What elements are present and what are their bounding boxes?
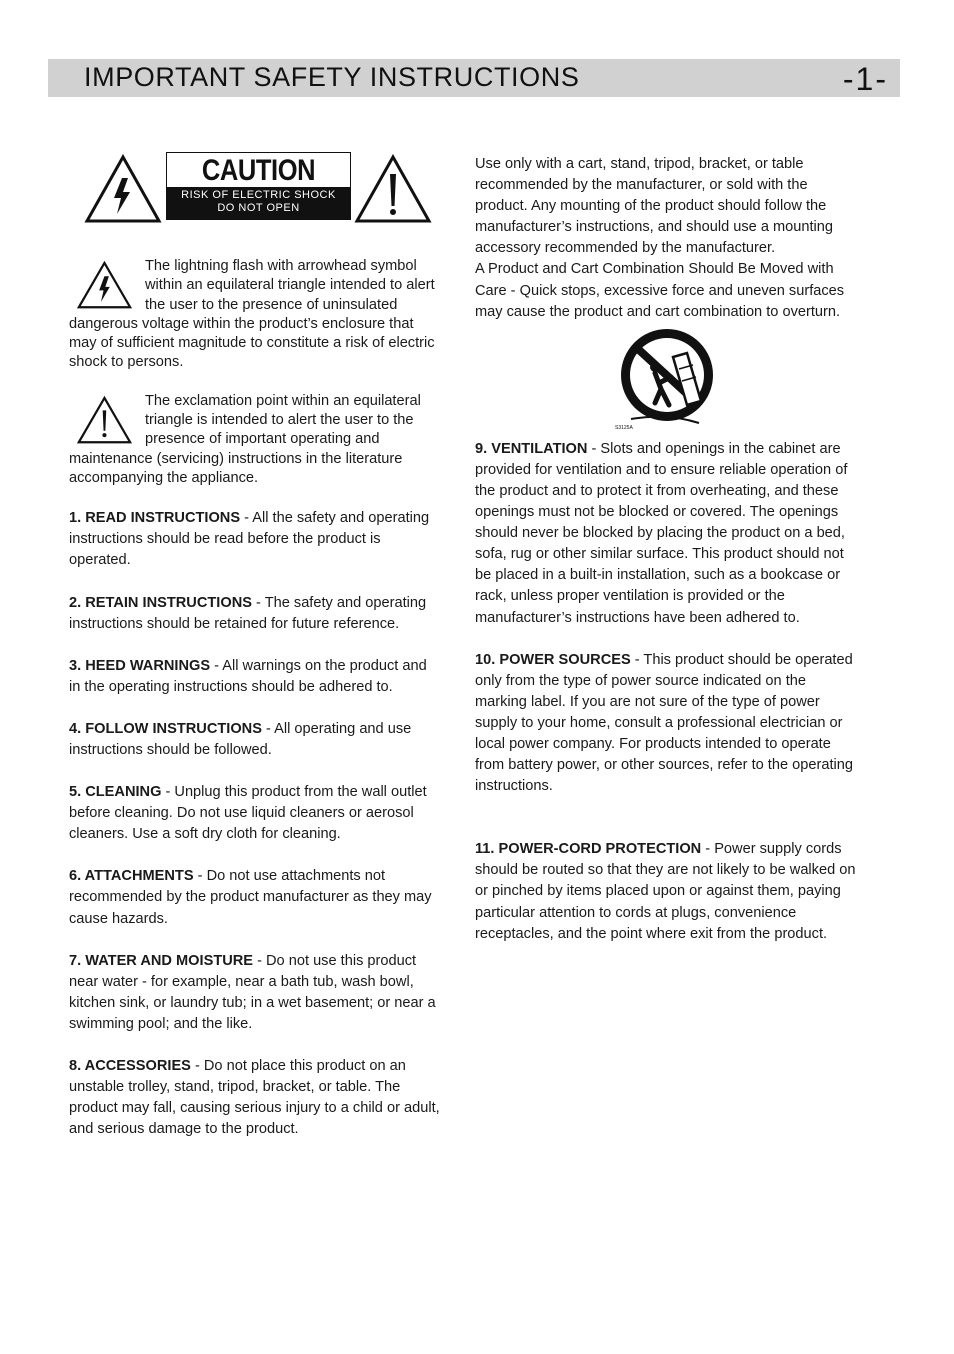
exclamation-symbol-explanation bbox=[69, 392, 441, 488]
header-bar bbox=[48, 59, 900, 97]
caution-box bbox=[166, 152, 351, 220]
lightning-symbol-explanation bbox=[69, 257, 441, 373]
exclamation-triangle-icon bbox=[77, 394, 139, 448]
list-item: 6. ATTACHMENTS - Do not use attachments not recommended by the product manufacturer as they may cause hazards. bbox=[69, 868, 432, 927]
left-column bbox=[69, 257, 441, 1140]
cart-icon-label: S3125A bbox=[615, 424, 633, 431]
list-item: 8. ACCESSORIES - Do not place this product on an unstable trolley, stand, tripod, bracket, or table. The product may fall, causing serious injury to a child or adult, and serious damage to the product. bbox=[69, 1058, 440, 1138]
lightning-text: The lightning flash with arrowhead symbol within an equilateral triangle intended to alert the user to the presence of uninsulated dangerous voltage within the product’s enclosure that may of sufficient magnitude to constitute a risk of electric shock to persons. bbox=[69, 258, 435, 371]
caution-line-1: RISK OF ELECTRIC SHOCK bbox=[181, 189, 336, 201]
list-item: 3. HEED WARNINGS - All warnings on the product and in the operating instructions should be adhered to. bbox=[69, 657, 427, 695]
list-item: 10. POWER SOURCES - This product should be operated only from the type of power source indicated on the marking label. If you are not sure of the type of power supply to your home, consult a professional electrician or local power company. For products intended to operate from battery power, or other sources, refer to the operating instructions. bbox=[475, 651, 854, 795]
list-item: 1. READ INSTRUCTIONS - All the safety and operating instructions should be read before the product is operated. bbox=[69, 510, 430, 569]
caution-label bbox=[84, 152, 434, 224]
list-item: 5. CLEANING - Unplug this product from the wall outlet before cleaning. Do not use liquid cleaners or aerosol cleaners. Use a soft dry cloth for cleaning. bbox=[69, 784, 427, 843]
cart-tipover-warning-icon bbox=[611, 327, 721, 431]
page-title: IMPORTANT SAFETY INSTRUCTIONS bbox=[84, 62, 580, 92]
right-column bbox=[475, 154, 861, 945]
exclamation-text: The exclamation point within an equilateral triangle is intended to alert the user to the presence of important operating and maintenance (servicing) instructions in the literature accompanying the appliance. bbox=[69, 392, 421, 486]
caution-line-2: DO NOT OPEN bbox=[217, 202, 300, 214]
cart-paragraph-2: A Product and Cart Combination Should Be Moved with Care - Quick stops, excessive force and uneven surfaces may cause the product and cart combination to overturn. bbox=[475, 261, 845, 320]
lightning-warning-icon bbox=[84, 154, 162, 224]
cart-paragraph-1: Use only with a cart, stand, tripod, bracket, or table recommended by the manufacturer, or sold with the product. Any mounting of the product should follow the manufacturer’s instructions, and should use a mounting accessory recommended by the manufacturer. bbox=[475, 156, 834, 257]
exclamation-warning-icon bbox=[354, 154, 432, 224]
lightning-triangle-icon bbox=[77, 259, 139, 313]
caution-strip bbox=[167, 187, 350, 219]
list-item: 2. RETAIN INSTRUCTIONS - The safety and operating instructions should be retained for future reference. bbox=[69, 594, 427, 632]
caution-word: CAUTION bbox=[201, 154, 316, 187]
list-item: 9. VENTILATION - Slots and openings in the cabinet are provided for ventilation and to ensure reliable operation of the product and to protect it from overheating, and these openings must not be blocked or covered. The openings should never be blocked by placing the product on a bed, sofa, rug or other similar surface. This product should not be placed in a built-in installation, such as a bookcase or rack, unless proper ventilation is provided or the manufacturer’s instructions have been adhered to. bbox=[475, 440, 848, 626]
list-item: 7. WATER AND MOISTURE - Do not use this product near water - for example, near a bath tub, wash bowl, kitchen sink, or laundry tub; in a wet basement; or near a swimming pool; and the like. bbox=[69, 952, 436, 1032]
list-item: 4. FOLLOW INSTRUCTIONS - All operating and use instructions should be followed. bbox=[69, 720, 412, 759]
list-item: 11. POWER-CORD PROTECTION - Power supply cords should be routed so that they are not likely to be walked on or pinched by items placed upon or against them, paying particular attention to cords at plugs, convenience receptacles, and the point where exit from the product. bbox=[475, 841, 856, 942]
left-items bbox=[69, 508, 441, 1140]
page-number: -1- bbox=[842, 61, 888, 97]
